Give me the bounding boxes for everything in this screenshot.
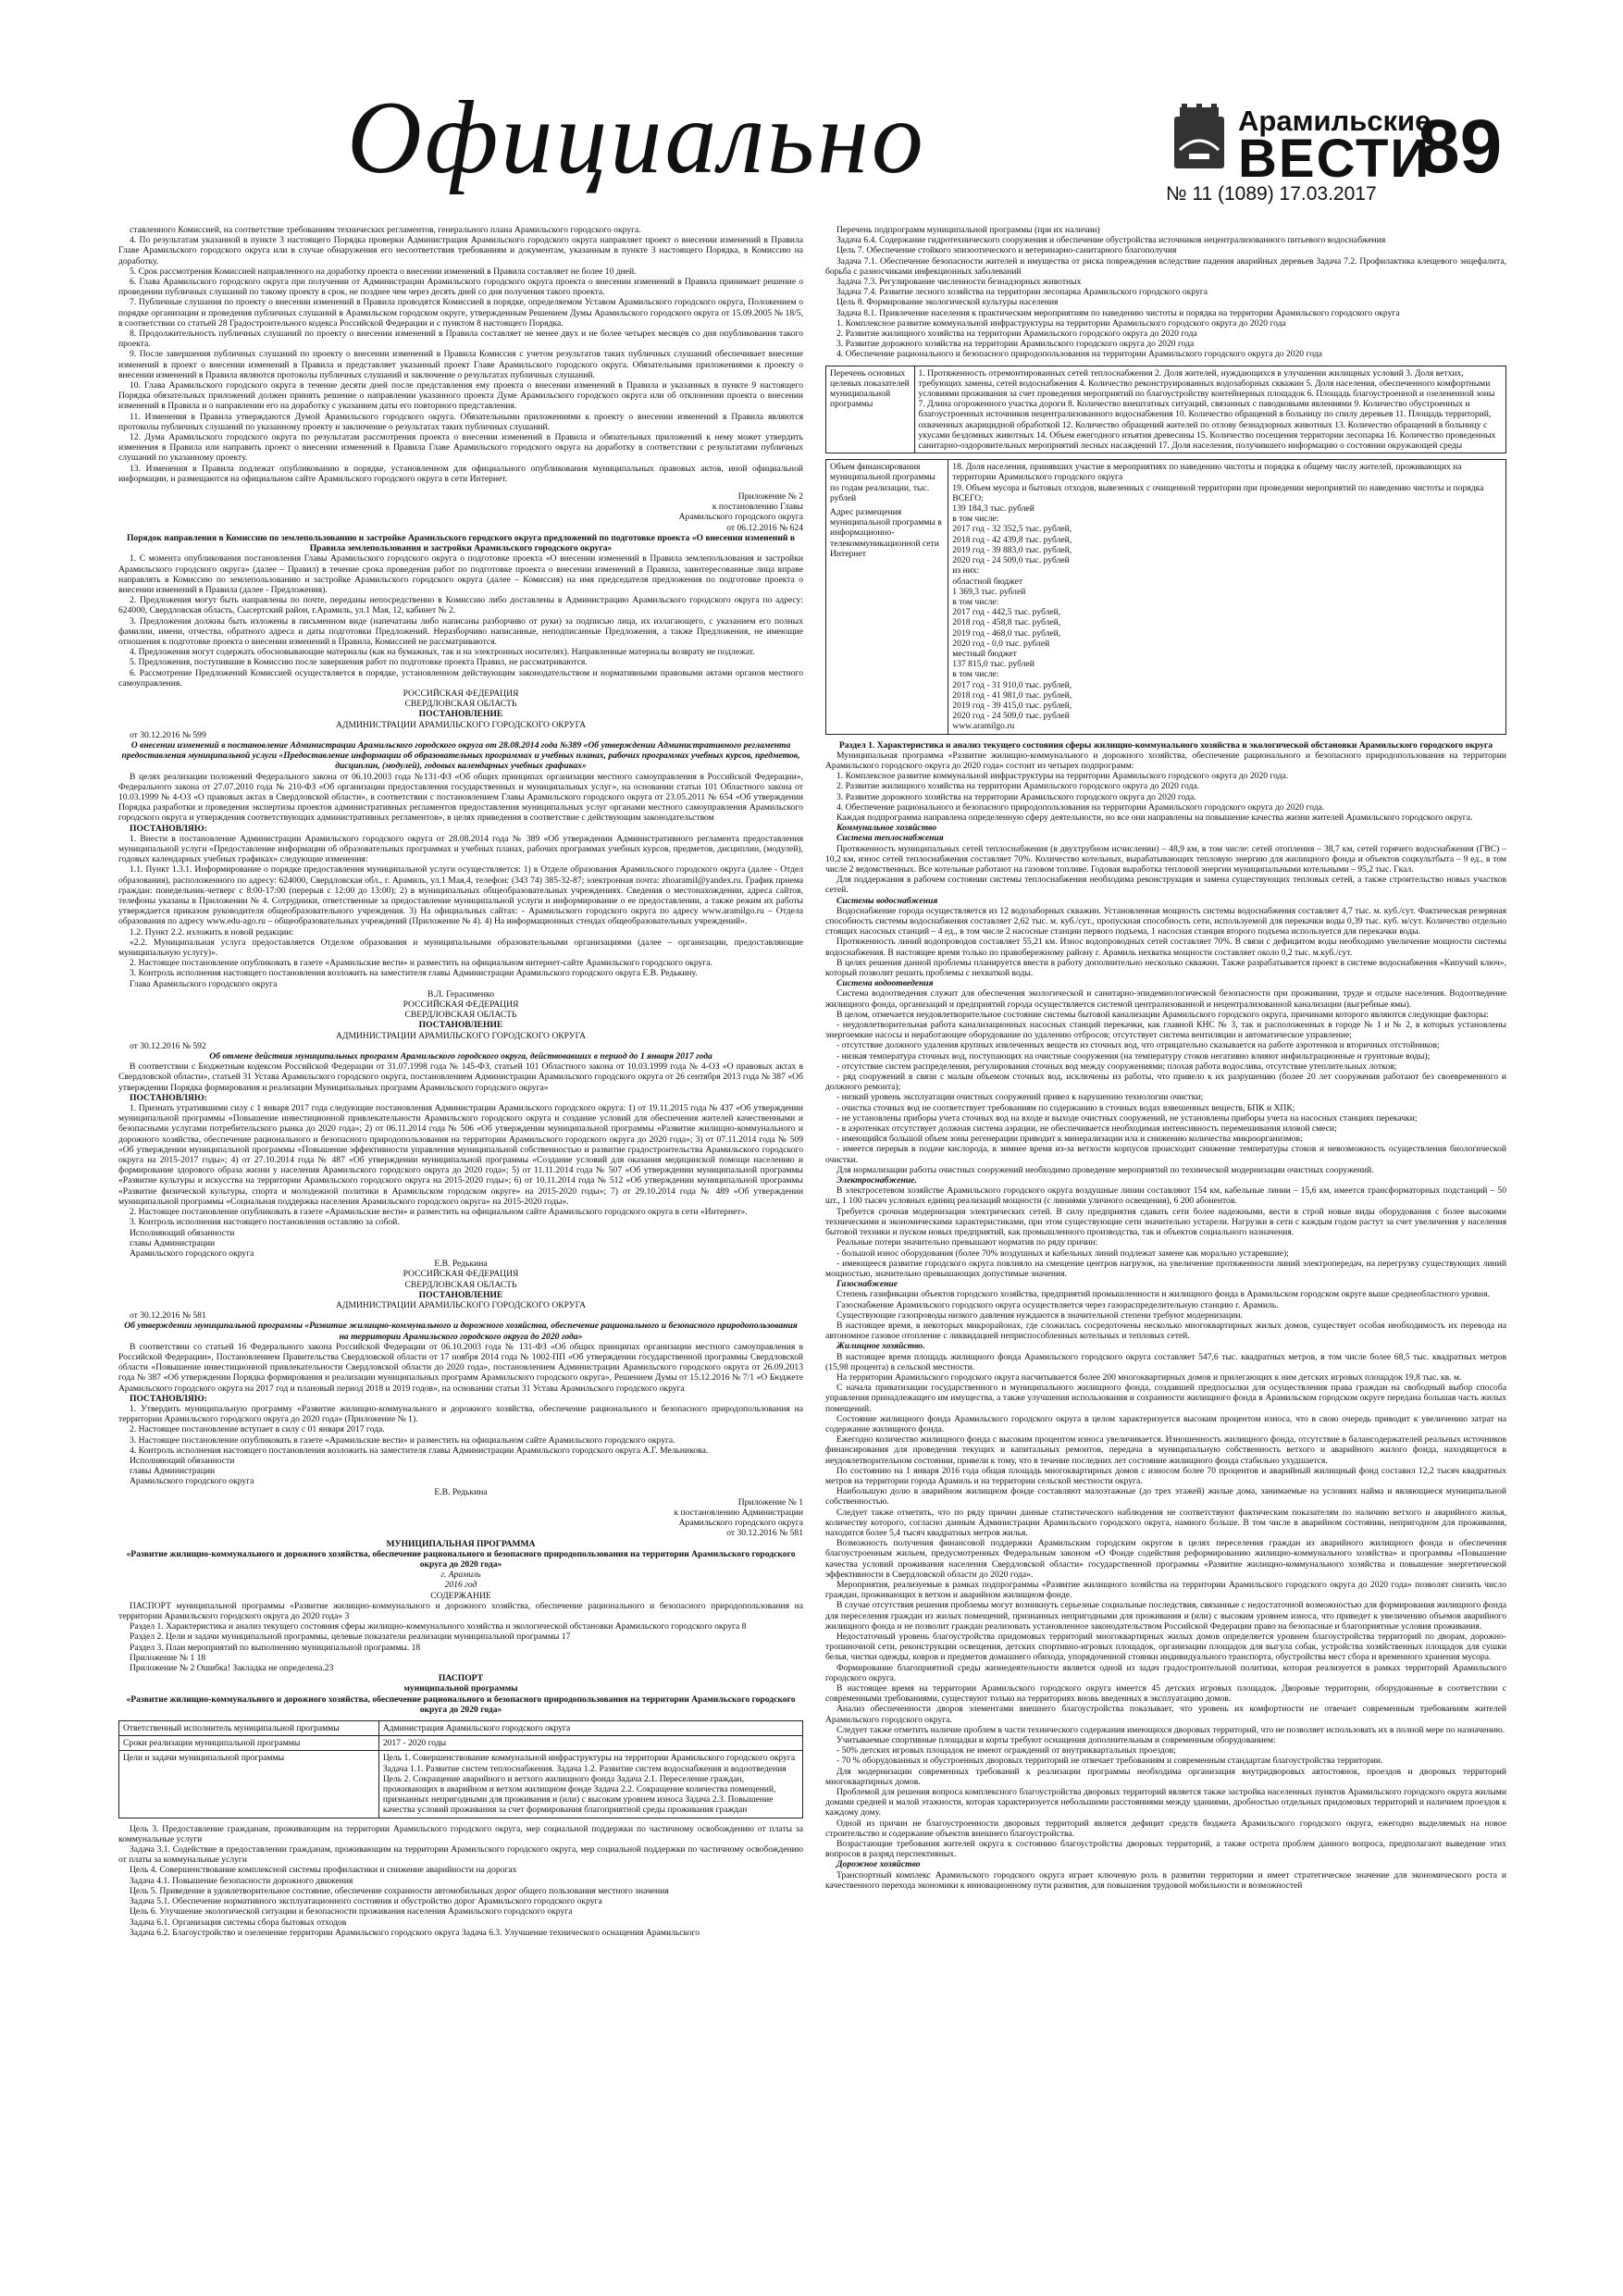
paragraph: Задача 3.1. Содействие в предоставлении гражданам, проживающим на территории Арамильского городского округа, мер социальной поддержки по частичному освобождению от платы за коммунальные услуги bbox=[118, 1844, 803, 1866]
header-region: СВЕРДЛОВСКАЯ ОБЛАСТЬ bbox=[404, 699, 517, 710]
financing-lines bbox=[952, 493, 1502, 732]
subheading: Электроснабжение. bbox=[836, 1175, 917, 1186]
financing-line: 1 369,3 тыс. рублей bbox=[952, 586, 1026, 597]
paragraph: ставленного Комиссией, на соответствие требованиям технических регламентов, генерального плана Арамильского городского округа. bbox=[130, 225, 641, 235]
signature-role: Арамильского городского округа bbox=[130, 1476, 254, 1487]
list-item: - имеющееся развитие городского округа повлияло на смещение центров нагрузок, на увеличение протяженности линий электропередач, на перегрузку существующих линий мощностью, значительно превышающих допустимые значения. bbox=[825, 1258, 1506, 1279]
paragraph: В целях реализации положений Федерального закона от 06.10.2003 года №131-ФЗ «Об общих принципах организации местного самоуправления в Российской Федерации», Федерального закона от 27.07.2010 года № 210-ФЗ «Об организации предоставления государственных и муниципальных услуг», на основании статьи 101 Областного закона от 10.03.1999 № 4-ОЗ «О правовых актах в Свердловской области», в соответствии с постановлением Главы Арамильского городского округа от 23.05.2011 № 654 «Об утверждении Порядка разработки и проведения экспертизы проектов административных регламентов предоставления муниципальных услуг органами местного самоуправления Арамильского городского округа и утверждения соответствующих административных регламентов», в целях приведения в соответствие с действующим законодательством bbox=[118, 771, 803, 824]
passport-table bbox=[118, 1720, 803, 1818]
program-year: 2016 год bbox=[444, 1580, 477, 1591]
table-cell: Сроки реализации муниципальной программы bbox=[119, 1736, 379, 1751]
paragraph: 3. Настоящее постановление опубликовать в газете «Арамильские вести» и разместить на официальном сайте Арамильского городского округа. bbox=[130, 1434, 675, 1446]
table-cell: 1. Протяженность отремонтированных сетей теплоснабжения 2. Доля жителей, нуждающихся в улучшении жилищных условий 3. Доля ветхих, требующих замены, сетей водоснабжения 4. Количество реконструированных водозаборных скважин 5. Доля населения, обеспеченного комфортными условиями проживания за счет проведения мероприятий по благоустройству контейнерных площадок 6. Площадь благоустроенной и озелененной зоны 7. Длина огороженного участка дороги 8. Количество внештатных ситуаций, связанных с паводковыми явлениями 9. Количество обустроенных и благоустроенных источников нецентрализованного водоснабжения 10. Количество обращений в больницу по спилу деревьев 11. Площадь территорий, охваченных акарицидной обработкой 12. Количество обращений жителей по отлову безнадзорных животных 13. Количество обращений в больницу с укусами бездомных животных 14. Объем ежегодного изъятия древесины 15. Количество посещения территории лесопарка 16. Количество проведенных санитарно-оздоровительных мероприятий лесных насаждений 17. Доля населения, получившего информацию о состоянии окружающей среды bbox=[914, 366, 1505, 453]
contents-entry: Приложение № 2 Ошибка! Закладка не определена.23 bbox=[130, 1663, 334, 1674]
subheading: Система водоотведения bbox=[836, 978, 934, 989]
paragraph: 1. С момента опубликования постановления Главы Арамильского городского округа о подготовке проекта «О внесении изменений в Правила землепользования и застройки Арамильского городского округа» (далее – Правил) в течение срока проведения работ по подготовке проекта о внесении изменений в Правила, заинтересованные лица вправе направлять в Комиссию по землепользованию и застройке Арамильского городского округа (далее – Комиссия) на имя председателя предложения по подготовке проекта о внесении изменений в Правила (далее - Предложения). bbox=[118, 553, 803, 595]
paragraph: 1. Признать утратившими силу с 1 января 2017 года следующие постановления Администрации Арамильского городского округа: 1) от 19.11.2015 года № 437 «Об утверждении муниципальной программы «Повышение инвестиционной привлекательности Арамильского городского округа и создание условий для обеспечения жителей качественными и безопасными услугами потребительского рынка до 2020 года»; 2) от 06.11.2014 года № 506 «Об утверждении муниципальной программы «Развитие жилищно-коммунального и дорожного хозяйства, обеспечение рационального и безопасного природопользования на территории Арамильского городского округа до 2020 года»; 3) от 07.11.2014 года № 509 «Об утверждении муниципальной программы «Повышение эффективности управления муниципальной собственностью и развитие градостроительства Арамильского городского округа на 2015-2017 годы»; 4) от 27.10.2014 года № 487 «Об утверждении муниципальной программы «Создание условий для оказания медицинской помощи населению и формирование здорового образа жизни у населения Арамильского городского округа до 2020 года»; 5) от 11.11.2014 года № 507 «Об утверждении муниципальной программы «Развитие культуры и искусства на территории Арамильского городского округа на 2015-2020 годы»; 6) от 10.11.2014 года № 512 «Об утверждении муниципальной программы «Развитие физической культуры, спорта и молодежной политики в Арамильском городском округе» на 2015-2020 годы»; 7) от 29.10.2014 года № 489 «Об утверждении муниципальной программы «Социальная поддержка населения Арамильского городского округа» на 2015-2020 годы». bbox=[118, 1103, 803, 1207]
contents-heading: СОДЕРЖАНИЕ bbox=[430, 1590, 491, 1601]
newspaper-name-top: Арамильские bbox=[1238, 105, 1431, 137]
paragraph: 4. По результатам указанной в пункте 3 настоящего Порядка проверки Администрация Арамильского городского округа направляет проект о внесении изменений в Правила Главе Арамильского городского округа или в случае обнаружения его несоответствия требованиям и документам, указанным в пункте 3 настоящего Порядка, в Комиссию на доработку. bbox=[118, 235, 803, 267]
paragraph: В целом, отмечается неудовлетворительное состояние системы бытовой канализации Арамильского городского округа, причинами которого являются следующие факторы: bbox=[836, 1009, 1489, 1020]
paragraph: С начала приватизации государственного и муниципального жилищного фонда, создавшей предпосылки для осуществления права граждан на свободный выбор способа управления принадлежащего им имущества, а также улучшения использования и сохранности жилищного фонда в Арамильском городском округе передана большая часть жилых помещений. bbox=[825, 1383, 1506, 1414]
paragraph: Существующие газопроводы низкого давления нуждаются в значительной степени требуют модернизации. bbox=[836, 1309, 1243, 1321]
paragraph: 3. Контроль исполнения настоящего постановления оставляю за собой. bbox=[130, 1217, 400, 1228]
paragraph: В случае отсутствия решения проблемы могут возникнуть серьезные социальные последствия, связанные с недостаточной возможностью для формирования жилищного фонда для переселения граждан из жилых помещений, признанных непригодными для проживания и (или) с высоким уровнем износа, что приведет к увеличению объемов аварийного жилищного фонда и не позволит граждан реализовать установленное законодательством Российской Федерации право на безопасные и благоприятные условия проживания. bbox=[825, 1600, 1506, 1632]
subheading: Коммунальное хозяйство bbox=[836, 823, 937, 834]
paragraph: 4. Контроль исполнения настоящего постановления возложить на заместителя главы Администрации Арамильского городского округа А.Г. Мельникова. bbox=[130, 1445, 709, 1456]
paragraph: 12. Дума Арамильского городского округа по результатам рассмотрения проекта о внесении изменений в Правила и обязательных приложений к нему может утвердить изменения в Правила или направить проект о внесении изменений в Правила Главе Арамильского городского округа на доработку в соответствии с результатами публичных слушаний по указанному проекту. bbox=[118, 432, 803, 464]
signature-role: Глава Арамильского городского округа bbox=[130, 978, 278, 989]
appendix-note: от 06.12.2016 № 624 bbox=[726, 522, 803, 533]
paragraph: Протяженность линий водопроводов составляет 55,21 км. Износ водопроводных сетей составляет 70%. В связи с дефицитом воды необходимо увеличение мощности системы водоснабжения. В настоящее время только по правобережному району г. Арамиль нехватка мощности составляет около 0,2 тыс. м.куб./сут. bbox=[825, 937, 1506, 958]
list-item: Для нормализации работы очистных сооружений необходимо проведение мероприятий по технической модернизации очистных сооружений. bbox=[836, 1164, 1374, 1175]
paragraph: 7. Публичные слушания по проекту о внесении изменений в Правила проводятся Комиссией в порядке, определяемом Уставом Арамильского городского округа, Положением о порядке организации и проведения публичных слушаний в Арамильском городском округе, утвержденным Решением Думы Арамильского городского округа от 15.09.2005 № 18/5, в соответствии со статьей 28 Градостроительного кодекса Российской Федерации и с пунктом 8 настоящего Порядка. bbox=[118, 297, 803, 329]
paragraph: 13. Изменения в Правила подлежат опубликованию в порядке, установленном для официального опубликования муниципальных правовых актов, иной официальной информации, и размещаются на официальном сайте Арамильского городского округа в сети Интернет. bbox=[118, 463, 803, 484]
subheading: Газоснабжение bbox=[836, 1279, 898, 1290]
paragraph: 6. Рассмотрение Предложений Комиссией осуществляется в порядке, установленном действующим законодательством и нормативными правовыми актами органов местного самоуправления. bbox=[118, 667, 803, 689]
header-administration: АДМИНИСТРАЦИИ АРАМИЛЬСКОГО ГОРОДСКОГО ОКРУГА bbox=[335, 1299, 587, 1310]
paragraph: Задача 7.3. Регулирование численности безнадзорных животных bbox=[836, 277, 1082, 288]
header-region: СВЕРДЛОВСКАЯ ОБЛАСТЬ bbox=[404, 1279, 517, 1290]
paragraph: 1.1. Пункт 1.3.1. Информирование о порядке предоставления муниципальной услуги осуществляется: 1) в Отделе образования Арамильского городского округа (далее - Отдел образования), расположенного по адресу: 624000, Свердловская обл., г. Арамиль, ул.1 Мая,4, телефон: (343 74) 385-32-87; электронная почта: zhoaramil@yandex.ru. График приема граждан: понедельник-четверг с 8:00-17:00 (перерыв с 12:00 до 13:00); 2) в муниципальных общеобразовательных учреждениях. Сведения о местонахождении, адреса сайтов, телефоны указаны в Приложении № 4. Сотрудники, ответственные за предоставление муниципальной услуги и информирование о ее предоставлении, а также режим их работы утверждается приказом руководителя общеобразовательного учреждения. 3) На официальных сайтах: - Арамильского городского округа по адресу www.aramilgo.ru – Отдела образования по адресу www.edu-ago.ru – общеобразовательных учреждений (Приложение № 4). 4) На информационных стендах общеобразовательных учреждений». bbox=[118, 864, 803, 927]
right-column bbox=[825, 225, 1506, 2279]
paragraph: 9. После завершения публичных слушаний по проекту о внесении изменений в Правила Комиссия с учетом результатов таких публичных слушаний обеспечивает внесение изменений в проект о внесении изменений в Правила и представляет указанный проект Главе Арамильского городского округа. Обязательными приложениями к проекту о внесении изменений в Правила являются протоколы публичных слушаний и заключение о результатах публичных слушаний. bbox=[118, 349, 803, 380]
financing-line: местный бюджет bbox=[952, 648, 1017, 659]
paragraph: Цель 7. Обеспечение стойкого эпизоотического и ветеринарно-санитарного благополучия bbox=[836, 245, 1177, 256]
list-item: - имеющийся большой объем зоны регенерации приводит к минерализации ила и снижению количества микроорганизмов; bbox=[836, 1134, 1303, 1145]
paragraph: Газоснабжение Арамильского городского округа осуществляется через газораспределительную станцию г. Арамиль. bbox=[836, 1299, 1279, 1310]
financing-line: 2019 год - 39 883,0 тыс. рублей, bbox=[952, 544, 1072, 555]
paragraph: Возрастающие требования жителей округа к состоянию благоустройства дворовых территорий, а также острота проблем данного вопроса, предполагают выведение этих вопросов в разряд перспективных. bbox=[825, 1839, 1506, 1860]
paragraph: Цель 6. Улучшение экологической ситуации и безопасности проживания населения Арамильского городского округа bbox=[130, 1906, 573, 1917]
header-rf: РОССИЙСКАЯ ФЕДЕРАЦИЯ bbox=[403, 1269, 519, 1280]
financing-line: в том числе: bbox=[952, 596, 999, 607]
paragraph: Требуется срочная модернизация электрических сетей. В силу предприятия сдавать сети более надежными, вести в строй новые виды оборудования с более высокими техническими и экономическими характеристиками, при этом существующие сети значительно устарели. Нагрузки в сети с каждым годом растут за счет увеличения у населения бытовой техники и пуском новых предприятий, как промышленного производства, так и объектов социального назначения. bbox=[825, 1206, 1506, 1238]
paragraph: 1. Комплексное развитие коммунальной инфраструктуры на территории Арамильского городского округа до 2020 года. bbox=[836, 771, 1289, 782]
header-rf: РОССИЙСКАЯ ФЕДЕРАЦИЯ bbox=[403, 688, 519, 699]
doc-title: Об утверждении муниципальной программы «Развитие жилищно-коммунального и дорожного хозяйства, обеспечение рационального и безопасного природопользования на территории Арамильского городского округа до 2020 года» bbox=[124, 1321, 798, 1342]
paragraph: Мероприятия, реализуемые в рамках подпрограммы «Развитие жилищного хозяйства на территории Арамильского городского округа до 2020 года» позволят снизить число граждан, проживающих в ветхом и аварийном жилищном фонде. bbox=[825, 1580, 1506, 1601]
paragraph: 3. Контроль исполнения настоящего постановления возложить на заместителя главы Администрации Арамильского городского округа Е.В. Редькину. bbox=[130, 968, 698, 979]
header-rf: РОССИЙСКАЯ ФЕДЕРАЦИЯ bbox=[403, 999, 519, 1011]
paragraph: Цель 4. Совершенствование комплексной системы профилактики и снижение аварийности на дорогах bbox=[130, 1865, 517, 1876]
appendix-note: Арамильского городского округа bbox=[678, 512, 803, 523]
paragraph: 2. Предложения могут быть направлены по почте, переданы непосредственно в Комиссию либо доставлены в Администрацию Арамильского городского округа по адресу: 624000, Свердловская область, Сысертский район, г.Арамиль, ул.1 Мая, 12, кабинет № 2. bbox=[118, 595, 803, 616]
paragraph: 2. Настоящее постановление опубликовать в газете «Арамильские вести» и разместить на официальном сайте Арамильского городского округа в сети «Интернет». bbox=[130, 1207, 748, 1218]
paragraph: В соответствии с Бюджетным кодексом Российской Федерации от 31.07.1998 года № 145-ФЗ, статьей 101 Областного закона от 10.03.1999 года № 4-ОЗ «О правовых актах в Свердловской области», статьей 31 Устава Арамильского городского округа, постановлением Администрации Арамильского городского округа от 26 сентября 2013 года № 387 «Об утверждении Порядка формирования и реализации Муниципальных программ Арамильского городского округа» bbox=[118, 1061, 803, 1093]
paragraph: В электросетевом хозяйстве Арамильского городского округа воздушные линии составляют 154 км, кабельные линии – 15,6 км, имеется трансформаторных подстанций – 50 шт., 1 100 тысяч условных единиц реализаций мощности (с линиями уличного освещения), 6 200 абонентов. bbox=[825, 1185, 1506, 1207]
paragraph: Возможность получения финансовой поддержки Арамильским городским округом в целях переселения граждан из аварийного жилищного фонда и обеспечения благоустроенным жильем, предусмотренных Федеральным законом «О Фонде содействия реформированию жилищно-коммунального хозяйства» и программы «Повышение качества условий проживания населения Свердловской области» государственной программы «Развитие жилищно-коммунального хозяйства и повышение энергетической эффективности в Свердловской области до 2020 года». bbox=[825, 1538, 1506, 1580]
paragraph: Задача 7.1. Обеспечение безопасности жителей и имущества от риска повреждения вследствие падения аварийных деревьев Задача 7.2. Профилактика клещевого энцефалита, борьба с разносчиками инфекционных заболеваний bbox=[825, 255, 1506, 277]
doc-title: Об отмене действия муниципальных программ Арамильского городского округа, действовавших в период до 1 января 2017 года bbox=[209, 1051, 712, 1062]
financing-line: 2019 год - 39 415,0 тыс. рублей, bbox=[952, 700, 1072, 711]
contents-entry: Раздел 2. Цели и задачи муниципальной программы, целевые показатели реализации муниципальной программы 17 bbox=[130, 1632, 571, 1643]
page-number: 89 bbox=[1418, 105, 1503, 189]
resolve-heading: ПОСТАНОВЛЯЮ: bbox=[130, 823, 207, 834]
appendix-note: к постановлению Главы bbox=[712, 502, 803, 513]
list-item: - низкая температура сточных вод, поступающих на очистные сооружения (на температуру стоков негативно влияют инфильтрационные и грунтовые воды); bbox=[836, 1050, 1431, 1061]
list-item: - отсутствие систем распределения, регулирования сточных вод между сооружениями; плохая работа водослива, отсутствие утеплительных лотков; bbox=[836, 1061, 1397, 1072]
paragraph: 5. Срок рассмотрения Комиссией направленного на доработку проекта о внесении изменений в Правила составляет не более 10 дней. bbox=[130, 266, 637, 277]
signature-name: В.Л. Герасименко bbox=[427, 988, 495, 999]
paragraph: 5. Предложения, поступившие в Комиссию после завершения работ по подготовке проекта Правил, не рассматриваются. bbox=[130, 657, 588, 668]
city-emblem-icon bbox=[1171, 104, 1228, 170]
table-row bbox=[826, 460, 1506, 734]
table-row bbox=[826, 366, 1506, 453]
signature-name: Е.В. Редькина bbox=[434, 1259, 488, 1270]
program-website: www.aramilgo.ru bbox=[952, 721, 1015, 732]
paragraph: Цель 3. Предоставление гражданам, проживающим на территории Арамильского городского округа, мер социальной поддержки по частичному освобождению от платы за коммунальные услуги bbox=[118, 1823, 803, 1844]
financing-line: 137 815,0 тыс. рублей bbox=[952, 659, 1035, 670]
paragraph: Одной из причин не благоустроенности дворовых территорий является дефицит средств бюджета Арамильского городского округа, ежегодно выделяемых на новое строительство и содержание объектов внешнего благоустройства. bbox=[825, 1818, 1506, 1839]
list-item: - не установлены приборы учета сточных вод на входе и выходе очистных сооружений, не установлены приборы учета на насосных станциях перекачки; bbox=[836, 1112, 1418, 1123]
financing-line: 2019 год - 468,0 тыс. рублей, bbox=[952, 627, 1061, 639]
issue-date: № 11 (1089) 17.03.2017 bbox=[1166, 183, 1377, 205]
table-row bbox=[119, 1721, 803, 1736]
paragraph: Цель 5. Приведение в удовлетворительное состояние, обеспечение сохранности автомобильных дорог общего пользования местного значения bbox=[130, 1885, 669, 1896]
paragraph: 2. Развитие жилищного хозяйства на территории Арамильского городского округа до 2020 года bbox=[836, 329, 1197, 340]
paragraph: По состоянию на 1 января 2016 года общая площадь многоквартирных домов с износом более 70 процентов и аварийный жилищный фонд составил 12,2 тысяч квадратных метров на территории города Арамиль и на территории сельской местности округа. bbox=[825, 1465, 1506, 1486]
appendix-note: Приложение № 2 bbox=[737, 491, 803, 503]
paragraph: Состояние жилищного фонда Арамильского городского округа в целом характеризуется высоким процентом износа, что в свою очередь приводит к увеличению затрат на содержание жилищного фонда. bbox=[825, 1413, 1506, 1434]
doc-date: от 30.12.2016 № 592 bbox=[130, 1040, 206, 1051]
header-resolution: ПОСТАНОВЛЕНИЕ bbox=[418, 709, 503, 720]
signature-role: главы Администрации bbox=[130, 1237, 216, 1248]
newspaper-name-main: ВЕСТИ bbox=[1238, 129, 1431, 189]
list-item: - низкий уровень эксплуатации очистных сооружений привел к нарушению технологии очистки; bbox=[836, 1092, 1204, 1103]
doc-title: О внесении изменений в постановление Администрации Арамильского городского округа от 28.08.2014 года №389 «Об утверждении Административного регламента предоставления муниципальной услуги «Предоставление информации об образовательных программах и учебных планах, рабочих программах учебных курсов, предметов, дисциплин, (модулей), годовых календарных учебных графиках» bbox=[121, 739, 800, 772]
header-administration: АДМИНИСТРАЦИИ АРАМИЛЬСКОГО ГОРОДСКОГО ОКРУГА bbox=[335, 1030, 587, 1041]
paragraph: 4. Обеспечение рационального и безопасного природопользования на территории Арамильского городского округа до 2020 года bbox=[836, 349, 1322, 360]
masthead bbox=[0, 0, 1623, 208]
section-title: Официально bbox=[347, 81, 926, 195]
paragraph: Следует также отметить наличие проблем в части технического содержания имеющихся дворовых территорий, что не позволяет использовать их в полной мере по назначению. bbox=[836, 1724, 1505, 1735]
financing-line: ВСЕГО: bbox=[952, 492, 984, 503]
subheading: Дорожное хозяйство bbox=[836, 1859, 921, 1870]
signature-role: главы Администрации bbox=[130, 1466, 216, 1477]
financing-line: в том числе: bbox=[952, 669, 999, 680]
table-row bbox=[119, 1751, 803, 1818]
financing-table bbox=[825, 459, 1506, 734]
paragraph: Задача 7.4. Развитие лесного хозяйства на территории лесопарка Арамильского городского округа bbox=[836, 287, 1208, 298]
passport-heading: ПАСПОРТ bbox=[438, 1673, 484, 1684]
paragraph: 2. Настоящее постановление вступает в силу с 01 января 2017 года. bbox=[130, 1424, 385, 1435]
list-item: Для модернизации современных требований к реализации программы необходима организация внутридворовых автостоянок, проездов и дворовых территорий многоквартирных домов. bbox=[825, 1766, 1506, 1787]
table-cell: Перечень основных целевых показателей муниципальной программы bbox=[826, 366, 915, 453]
subheading: Система теплоснабжения bbox=[836, 833, 944, 844]
list-item: - в аэротенках отсутствует должная система аэрации, не обеспечивается необходимая интенсивность перемешивания иловой смеси; bbox=[836, 1123, 1337, 1135]
paragraph: Недостаточный уровень благоустройства придомовых территорий многоквартирных жилых домов определяется уровнем благоустройства территорий по дворам, дорожно-тропиночной сети, реконструкции освещения, детских спортивно-игровых площадок, организации площадок для выгула собак, устройства хозяйственных площадок для сушки белья, чистки одежды, ковров и предметов домашнего обихода, упорядоченной стоянки индивидуального транспорта, обустройства мест сбора и временного хранения мусора. bbox=[825, 1632, 1506, 1663]
financing-line: 2018 год - 458,8 тыс. рублей, bbox=[952, 617, 1061, 628]
financing-line: из них: bbox=[952, 565, 980, 577]
paragraph: Цель 8. Формирование экологической культуры населения bbox=[836, 297, 1059, 308]
paragraph: В настоящее время, в некоторых микрорайонах, где сложилась сосредоточены несколько многоквартирных жилых домов, существует особая необходимость их перевода на автономное газовое отопление с ликвидацией неприспособленных котельных и тепловых сетей. bbox=[825, 1320, 1506, 1342]
paragraph: 3. Развитие дорожного хозяйства на территории Арамильского городского округа до 2020 года. bbox=[836, 791, 1196, 802]
contents-entry: Приложение № 1 18 bbox=[130, 1652, 206, 1663]
appendix-note: от 30.12.2016 № 581 bbox=[726, 1528, 803, 1539]
signature-name: Е.В. Редькина bbox=[434, 1486, 488, 1497]
paragraph: Задача 5.1. Обеспечение нормативного эксплуатационного состояния и обустройство дорог Арамильского городского округа bbox=[130, 1896, 602, 1907]
paragraph: 1. Внести в постановление Администрации Арамильского городского округа от 28.08.2014 года № 389 «Об утверждении Административного регламента предоставления муниципальной услуги «Предоставление информации об образовательных программах и учебных планах, рабочих программах учебных курсов, предметов, дисциплин, (модулей), годовых календарных учебных графиках» следующие изменения: bbox=[118, 833, 803, 865]
contents-entry: Раздел 1. Характеристика и анализ текущего состояния сферы жилищно-коммунального хозяйства и экологической обстановки Арамильского городского округа 8 bbox=[130, 1621, 747, 1632]
header-region: СВЕРДЛОВСКАЯ ОБЛАСТЬ bbox=[404, 1010, 517, 1021]
financing-line: областной бюджет bbox=[952, 576, 1023, 587]
table-cell: Цели и задачи муниципальной программы bbox=[119, 1751, 379, 1818]
subheading: Жилищное хозяйство. bbox=[836, 1341, 925, 1352]
list-item: - отсутствие должного удаления крупных извлеченных веществ из сточных вод, что отрицательно сказывается на работе аэротенков и вторичных отстойников; bbox=[836, 1040, 1440, 1051]
program-city: г. Арамиль bbox=[440, 1570, 481, 1581]
doc-date: от 30.12.2016 № 599 bbox=[130, 729, 206, 740]
header-resolution: ПОСТАНОВЛЕНИЕ bbox=[418, 1289, 503, 1300]
table-cell: Цель 1. Совершенствование коммунальной инфраструктуры на территории Арамильского городского округа Задача 1.1. Развитие систем теплоснабжения. Задача 1.2. Развитие систем водоснабжения и водоотведения Цель 2. Сокращение аварийного и ветхого жилищного фонда Задача 2.1. Переселение граждан, проживающих в аварийном и ветхом жилищном фонде Задача 2.2. Сокращение количества помещений, признанных непригодными для проживания и (или) с высоким уровнем износа Задача 2.3. Повышение качества условий проживания за счет формирования благоприятной среды проживания граждан bbox=[378, 1751, 802, 1818]
paragraph: Формирование благоприятной среды жизнедеятельности является одной из задач градостроительной политики, которая реализуется в рамках территорий Арамильского городского округа. bbox=[825, 1662, 1506, 1683]
paragraph: 4. Обеспечение рационального и безопасного природопользования на территории Арамильского городского округа до 2020 года. bbox=[836, 801, 1325, 813]
paragraph: 2. Настоящее постановление опубликовать в газете «Арамильские вести» и разместить на официальном интернет-сайте Арамильского городского округа. bbox=[130, 958, 712, 969]
table-row bbox=[119, 1736, 803, 1751]
paragraph: Задача 4.1. Повышение безопасности дорожного движения bbox=[130, 1875, 353, 1886]
paragraph: «2.2. Муниципальная услуга предоставляется Отделом образования и муниципальными образовательными организациями (далее – организации, предоставляющие муниципальную услугу)». bbox=[118, 937, 803, 959]
signature-role: Исполняющий обязанности bbox=[130, 1455, 235, 1466]
table-cell-text: Адрес размещения муниципальной программы в информационно-телекоммуникационной сети Интернет bbox=[830, 507, 942, 559]
subheading: Системы водоснабжения bbox=[836, 895, 938, 906]
list-item: - очистка сточных вод не соответствует требованиям по содержанию в сточных водах взвешенных веществ, БПК и ХПК; bbox=[836, 1102, 1295, 1113]
financing-line: 2017 год - 442,5 тыс. рублей, bbox=[952, 607, 1061, 618]
list-item: - 50% детских игровых площадок не имеют ограждений от внутриквартальных проездов; bbox=[836, 1745, 1176, 1756]
paragraph: Задача 8.1. Привлечение населения к практическим мероприятиям по наведению чистоты и порядка на территории Арамильского городского округа bbox=[836, 307, 1400, 318]
paragraph: Для поддержания в рабочем состоянии системы теплоснабжения необходима реконструкция и замена существующих тепловых сетей, а также строительство новых участков сетей. bbox=[825, 875, 1506, 896]
paragraph: 3. Развитие дорожного хозяйства на территории Арамильского городского округа до 2020 года bbox=[836, 339, 1195, 350]
section-title: Раздел 1. Характеристика и анализ текущего состояния сферы жилищно-коммунального хозяйства и экологической обстановки Арамильского городского округа bbox=[838, 739, 1493, 751]
paragraph: Задача 6.2. Благоустройство и озеленение территории Арамильского городского округа Задача 6.3. Улучшение технического оснащения Арамильского bbox=[130, 1927, 700, 1938]
paragraph: Учитываемые спортивные площадки и корты требуют оснащения дополнительным и современным оборудованием: bbox=[836, 1735, 1276, 1746]
paragraph: 2. Развитие жилищного хозяйства на территории Арамильского городского округа до 2020 года. bbox=[836, 781, 1200, 792]
resolve-heading: ПОСТАНОВЛЯЮ: bbox=[130, 1393, 207, 1404]
appendix-note: Арамильского городского округа bbox=[678, 1518, 803, 1529]
program-title: «Развитие жилищно-коммунального и дорожного хозяйства, обеспечение рационального и безопасного природопользования на территории Арамильского городского округа до 2020 года» bbox=[126, 1548, 796, 1570]
signature-role: Арамильского городского округа bbox=[130, 1247, 254, 1259]
paragraph: Проблемой для решения вопроса комплексного благоустройства дворовых территорий является также застройка населенных пунктов Арамильского городского округа жилыми домами средней и малой этажности, которая характеризуется небольшими расстояниями между зданиями, дробностью отдельных придомовых территорий и наличием проездов к каждому дому. bbox=[825, 1787, 1506, 1818]
list-item: - 70 % оборудованных и обустроенных дворовых территорий не отвечает требованиям и современным стандартам благоустройства территории. bbox=[836, 1756, 1383, 1767]
financing-line: 2020 год - 24 509,0 тыс. рублей bbox=[952, 711, 1070, 722]
table-cell: 2017 - 2020 годы bbox=[378, 1736, 802, 1751]
list-item: - имеется перерыв в подаче кислорода, в зимнее время из-за ветхости корпусов происходит снижение температуры стоков и невозможность осуществления биологической очистки. bbox=[825, 1144, 1506, 1165]
header-resolution: ПОСТАНОВЛЕНИЕ bbox=[418, 1020, 503, 1031]
doc-date: от 30.12.2016 № 581 bbox=[130, 1310, 206, 1322]
contents-entry: Раздел 3. План мероприятий по выполнению муниципальной программы. 18 bbox=[130, 1642, 421, 1653]
paragraph: 3. Предложения должны быть изложены в письменном виде (напечатаны либо написаны разборчиво от руки) за подписью лица, их излагающего, с указанием его полных фамилии, имени, отчества, обратного адреса и даты подготовки Предложений. Неразборчиво написанные, неподписанные Предложения, а также Предложения, не имеющие отношения к подготовке проекта о внесении изменений в Правила, Комиссией не рассматриваются. bbox=[118, 615, 803, 647]
paragraph: 1. Комплексное развитие коммунальной инфраструктуры на территории Арамильского городского округа до 2020 года bbox=[836, 317, 1286, 329]
paragraph: В настоящее время площадь жилищного фонда Арамильского городского округа составляет 547,6 тыс. квадратных метров, в том числе более 68,5 тыс. квадратных метров (15,98 процента) в сельской местности. bbox=[825, 1351, 1506, 1372]
paragraph: 11. Изменения в Правила утверждаются Думой Арамильского городского округа. Обязательными приложениями к проекту о внесении изменений в Правила являются протоколы публичных слушаний по указанному проекту и заключение о результатах таких публичных слушаний. bbox=[118, 411, 803, 432]
paragraph: Водоснабжение города осуществляется из 12 водозаборных скважин. Установленная мощность системы водоснабжения составляет 4,7 тыс. м. куб./сут. Фактическая резервная способность системы водоснабжения составляет 2,62 тыс. м. куб./сут., пропускная способность сети, используемой для перекачки воды 0,39 тыс. куб. м/сут. Количество отдельно стоящих насосных станций – 4 ед., в том числе 2 насосные станции первого подъема, 1 насосная станция второго подъема используется для перекачки воды. bbox=[825, 905, 1506, 937]
list-item: - большой износ оборудования (более 70% воздушных и кабельных линий подлежат замене как морально устаревшие); bbox=[836, 1247, 1289, 1259]
paragraph: На территории Арамильского городского округа насчитывается более 200 многоквартирных домов и прилегающих к ним детских игровых площадок 19,8 тыс. кв. м. bbox=[836, 1371, 1462, 1383]
signature-role: Исполняющий обязанности bbox=[130, 1227, 235, 1238]
paragraph: Наибольшую долю в аварийном жилищном фонде составляют малоэтажные (до трех этажей) жилые дома, занимаемые на условиях найма и являющиеся муниципальной собственностью. bbox=[825, 1486, 1506, 1508]
table-cell-text: 18. Доля населения, принявших участие в мероприятиях по наведению чистоты и порядка к общему числу жителей, проживающих на территории Арамильского городского округа bbox=[952, 462, 1462, 483]
paragraph: Следует также отметить, что по ряду причин данные статистического наблюдения не соответствуют фактическим показателям по наличию ветхого и аварийного жилья, количеству которого, согласно данным Администрации Арамильского городского округа, намного больше. В том числе в аварийном состоянии, непригодном для проживания, находится более 5,4 тысяч квадратных метров жилья. bbox=[825, 1507, 1506, 1538]
list-item: - ряд сооружений в связи с малым объемом сточных вод, исключены из работы, что привело к их разрушению (более 20 лет сооружения работают без своевременного и должного ремонта); bbox=[825, 1072, 1506, 1093]
paragraph: Ежегодно количество жилищного фонда с высоким процентом износа увеличивается. Изношенность жилищного фонда, отсутствие в балансодержателей реальных источников финансирования для проведения текущих и капитальных ремонтов, передача в муниципальную собственность ветхого и аварийного жилого фонда, находящегося в неудовлетворительном состоянии, привели к тому, что в течение последних лет состояние жилищного фонда стабильно ухудшается. bbox=[825, 1434, 1506, 1466]
paragraph: Задача 6.1. Организация системы сбора бытовых отходов bbox=[130, 1917, 347, 1928]
appendix-note: к постановлению Администрации bbox=[674, 1507, 803, 1518]
paragraph: Реальные потери значительно превышают норматив по ряду причин: bbox=[836, 1237, 1098, 1248]
financing-line: 2017 год - 31 910,0 тыс. рублей, bbox=[952, 679, 1072, 690]
contents-entry: ПАСПОРТ муниципальной программы «Развитие жилищно-коммунального и дорожного хозяйства, обеспечение рационального и безопасного природопользования на территории Арамильского городского округа до 2020 года» 3 bbox=[118, 1600, 803, 1622]
financing-line: 2018 год - 41 981,0 тыс. рублей, bbox=[952, 689, 1072, 701]
paragraph: 1.2. Пункт 2.2. изложить в новой редакции: bbox=[130, 926, 294, 937]
table-cell bbox=[826, 460, 948, 734]
financing-line: 2018 год - 42 439,8 тыс. рублей, bbox=[952, 534, 1072, 545]
financing-line: 2020 год - 24 509,0 тыс. рублей bbox=[952, 555, 1070, 566]
passport-subheading: муниципальной программы bbox=[403, 1683, 518, 1694]
order-title: Порядок направления в Комиссию по землепользованию и застройке Арамильского городского округа предложений по подготовке проекта «О внесении изменений в Правила землепользования и застройки Арамильского городского округа» bbox=[126, 532, 796, 554]
paragraph: 6. Глава Арамильского городского округа при получении от Администрации Арамильского городского округа проекта о внесении изменений в Правила принимает решение о проведении публичных слушаний по такому проекту в срок, не позднее чем через десять дней со дня получения такого проекта. bbox=[118, 277, 803, 298]
table-cell-text: Объем финансирования муниципальной программы по годам реализации, тыс. рублей bbox=[830, 462, 935, 503]
appendix-note: Приложение № 1 bbox=[737, 1496, 803, 1508]
paragraph: Перечень подпрограмм муниципальной программы (при их наличии) bbox=[836, 225, 1100, 235]
paragraph: Протяженность муниципальных сетей теплоснабжения (в двухтрубном исчислении) – 48,9 км, в том числе: сетей отопления – 38,7 км, сетей горячего водоснабжения (ГВС) – 10,2 км, износ сетей теплоснабжения составляет 70%. Количество котельных, вырабатывающих тепловую энергию для жилищного фонда и объектов соцкультбыта – 9 ед., в том числе 2 ведомственных. Все котельные работают на газовом топливе. Годовая выработка тепловой энергии муниципальными котельными – 95,2 тыс. Гкал. bbox=[825, 843, 1506, 875]
paragraph: Анализ обеспеченности дворов элементами внешнего благоустройства показывает, что уровень их комфортности не отвечает современным требованиям жителей Арамильского городского округа. bbox=[825, 1704, 1506, 1725]
financing-line: 2020 год - 0,0 тыс. рублей bbox=[952, 638, 1050, 649]
paragraph: Система водоотведения служит для обеспечения экологической и санитарно-эпидемиологической безопасности при проживании, труде и отдыхе населения. Водоотведение жилищного фонда, организаций и предприятий города осуществляется системой централизованной и нецентрализованной канализации (выгребные ямы). bbox=[825, 988, 1506, 1010]
header-administration: АДМИНИСТРАЦИИ АРАМИЛЬСКОГО ГОРОДСКОГО ОКРУГА bbox=[335, 719, 587, 730]
paragraph: В целях решения данной проблемы планируется ввести в работу дополнительно несколько скважин. Также разрабатывается проект в системе водоснабжения «Кипучий ключ», который позволит решить проблемы с нехваткой воды. bbox=[825, 957, 1506, 979]
resolve-heading: ПОСТАНОВЛЯЮ: bbox=[130, 1092, 207, 1103]
paragraph: 10. Глава Арамильского городского округа в течение десяти дней после представления ему проекта о внесении изменений в Правила и указанных в пункте 9 настоящего Порядка обязательных приложений должен принять решение о направлении указанного проекта Думе Арамильского городского округа или об отклонении проекта о внесении изменений в Правила и о направлении его на доработку с указанием даты его повторного представления. bbox=[118, 380, 803, 412]
paragraph: В настоящее время на территории Арамильского городского округа имеется 45 детских игровых площадок. Дворовые территории, оборудованные в соответствии с современными требованиями, существуют только на территориях вновь введенных в эксплуатацию домов. bbox=[825, 1683, 1506, 1705]
left-column bbox=[118, 225, 803, 2279]
paragraph: Степень газификации объектов городского хозяйства, предприятий промышленности и жилищного фонда в Арамильском городском округе выше среднеобластного уровня. bbox=[836, 1289, 1491, 1300]
program-heading: МУНИЦИПАЛЬНАЯ ПРОГРАММА bbox=[386, 1538, 536, 1549]
paragraph: Задача 6.4. Содержание гидротехнического сооружения и обеспечение обустройства источников нецентрализованного питьевого водоснабжения bbox=[836, 235, 1386, 246]
table-cell bbox=[948, 460, 1506, 734]
list-item: - неудовлетворительная работа канализационных насосных станций перекачки, как главной КНС № 3, так и расположенных в городе № 1 и № 2, в которых установлены энергоемкие насосы и неработающее оборудование по удалению отбросов; отсутствует система вентиляции и автоматическое управление; bbox=[825, 1020, 1506, 1041]
financing-line: в том числе: bbox=[952, 514, 999, 525]
financing-line: 2017 год - 32 352,5 тыс. рублей, bbox=[952, 524, 1072, 535]
paragraph: Муниципальная программа «Развитие жилищно-коммунального и дорожного хозяйства, обеспечение рационального и безопасного природопользования на территории Арамильского городского округа до 2020 года» состоит из четырех подпрограмм: bbox=[825, 750, 1506, 771]
table-cell-text: 19. Объем мусора и бытовых отходов, вывезенных с очищенной территории при проведении мероприятий по наведению чистоты и порядка bbox=[952, 482, 1484, 493]
table-cell: Ответственный исполнитель муниципальной программы bbox=[119, 1721, 379, 1736]
table-cell: Администрация Арамильского городского округа bbox=[378, 1721, 802, 1736]
paragraph: В соответствии со статьей 16 Федерального закона Российской Федерации от 06.10.2003 года № 131-ФЗ «Об общих принципах организации местного самоуправления в Российской Федерации», Постановлением Правительства Свердловской области от 17 ноября 2014 года № 1002-ПП «Об утверждении государственной программы Свердловской области «Повышение инвестиционной привлекательности Свердловской области до 2020 года», постановлением Администрации Арамильского городского округа от 26.09.2013 года № 387 «Об утверждении Порядка формирования и реализации муниципальных программ Арамильского городского округа», Решением Думы от 15.12.2016 № 7/1 «О Бюджете Арамильского городского округа на 2017 год и плановый период 2018 и 2019 годов», на основании статьи 31 Устава Арамильского городского округа bbox=[118, 1341, 803, 1394]
paragraph: Каждая подпрограмма направлена определенную сферу деятельности, но все они направлены на повышение качества жизни жителей Арамильского городского округа. bbox=[836, 812, 1473, 823]
paragraph: 4. Предложения могут содержать обосновывающие материалы (как на бумажных, так и на электронных носителях). Направленные материалы возврату не подлежат. bbox=[130, 647, 755, 658]
passport-title: «Развитие жилищно-коммунального и дорожного хозяйства, обеспечение рационального и безопасного природопользования на территории Арамильского городского округа до 2020 года» bbox=[126, 1694, 796, 1715]
paragraph: 1. Утвердить муниципальную программу «Развитие жилищно-коммунального и дорожного хозяйства, обеспечение рационального и безопасного природопользования на территории Арамильского городского округа до 2020 года» (Приложение № 1). bbox=[118, 1403, 803, 1425]
paragraph: 8. Продолжительность публичных слушаний по проекту о внесении изменений в Правила составляет не менее двух и не более четырех месяцев со дня опубликования такого проекта. bbox=[118, 329, 803, 350]
paragraph: Транспортный комплекс Арамильского городского округа играет ключевую роль в развитии территории и имеет стратегическое значение для экономического роста и качественного перехода экономики к инновационному пути развития, для повышения трудовой мобильности и возможностей bbox=[825, 1869, 1506, 1891]
indicators-table bbox=[825, 366, 1506, 454]
financing-line: 139 184,3 тыс. рублей bbox=[952, 503, 1035, 515]
